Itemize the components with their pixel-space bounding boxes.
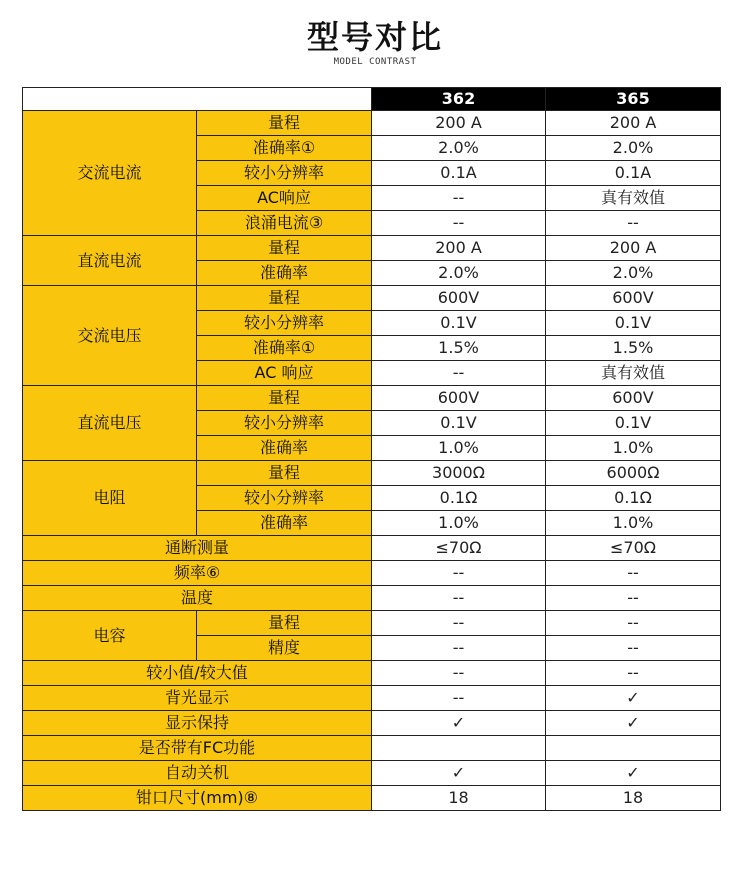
page-title: 型号对比	[306, 18, 443, 56]
value-362: 1.0%	[372, 436, 546, 461]
table-row	[23, 586, 721, 611]
value-362: 600V	[372, 286, 546, 311]
value-362: --	[372, 586, 546, 611]
value-362: 0.1A	[372, 161, 546, 186]
table-row	[23, 661, 721, 686]
param-label: 量程	[197, 236, 372, 261]
model-comparison-table	[22, 87, 721, 811]
feature-label-backlight: 背光显示	[23, 686, 372, 711]
value-365: 真有效值	[546, 186, 721, 211]
group-label-ac-current: 交流电流	[23, 111, 197, 236]
param-label: 准确率①	[197, 136, 372, 161]
value-365: 600V	[546, 386, 721, 411]
param-label: 准确率	[197, 511, 372, 536]
param-label: 量程	[197, 386, 372, 411]
value-362: 200 A	[372, 236, 546, 261]
group-label-resistance: 电阻	[23, 461, 197, 536]
param-label: 浪涌电流③	[197, 211, 372, 236]
value-365-check-icon: ✓	[546, 711, 721, 736]
value-365: --	[546, 661, 721, 686]
value-365: 真有效值	[546, 361, 721, 386]
param-label: 准确率①	[197, 336, 372, 361]
value-362: 0.1V	[372, 411, 546, 436]
value-362: --	[372, 686, 546, 711]
table-row	[23, 286, 721, 311]
value-362: 600V	[372, 386, 546, 411]
value-362: 2.0%	[372, 261, 546, 286]
group-label-dc-current: 直流电流	[23, 236, 197, 286]
header-blank-cell	[23, 88, 372, 111]
group-label-ac-voltage: 交流电压	[23, 286, 197, 386]
feature-label-jaw-size: 钳口尺寸(mm)⑧	[23, 786, 372, 811]
group-label-capacitance: 电容	[23, 611, 197, 661]
value-365: 0.1V	[546, 411, 721, 436]
table-row	[23, 761, 721, 786]
value-362: --	[372, 361, 546, 386]
value-365: 0.1A	[546, 161, 721, 186]
value-362: 0.1V	[372, 311, 546, 336]
value-365: 18	[546, 786, 721, 811]
value-365: 1.0%	[546, 511, 721, 536]
feature-label-temperature: 温度	[23, 586, 372, 611]
value-362: --	[372, 211, 546, 236]
table-row	[23, 536, 721, 561]
table-row	[23, 386, 721, 411]
value-362-check-icon: ✓	[372, 761, 546, 786]
value-362: --	[372, 186, 546, 211]
value-365: ≤70Ω	[546, 536, 721, 561]
value-365: --	[546, 561, 721, 586]
value-365: 1.0%	[546, 436, 721, 461]
value-362	[372, 736, 546, 761]
param-label: 较小分辨率	[197, 411, 372, 436]
feature-label-minmax: 较小值/较大值	[23, 661, 372, 686]
value-365: --	[546, 211, 721, 236]
value-365: 200 A	[546, 236, 721, 261]
value-362: 18	[372, 786, 546, 811]
value-365: 1.5%	[546, 336, 721, 361]
value-365: 2.0%	[546, 136, 721, 161]
value-362: --	[372, 661, 546, 686]
table-row	[23, 711, 721, 736]
table-row	[23, 686, 721, 711]
value-365: 600V	[546, 286, 721, 311]
table-row	[23, 236, 721, 261]
table-row	[23, 561, 721, 586]
param-label: 量程	[197, 111, 372, 136]
value-362: 2.0%	[372, 136, 546, 161]
feature-label-auto-off: 自动关机	[23, 761, 372, 786]
param-label: 较小分辨率	[197, 311, 372, 336]
param-label: 较小分辨率	[197, 486, 372, 511]
value-365	[546, 736, 721, 761]
table-row	[23, 786, 721, 811]
value-362: 1.5%	[372, 336, 546, 361]
value-362: --	[372, 636, 546, 661]
value-365: 200 A	[546, 111, 721, 136]
feature-label-hold: 显示保持	[23, 711, 372, 736]
table-row	[23, 461, 721, 486]
param-label: AC 响应	[197, 361, 372, 386]
param-label: AC响应	[197, 186, 372, 211]
value-365: --	[546, 611, 721, 636]
page-subtitle: MODEL CONTRAST	[333, 57, 417, 67]
value-365: --	[546, 636, 721, 661]
param-label: 精度	[197, 636, 372, 661]
feature-label-frequency: 频率⑥	[23, 561, 372, 586]
param-label: 量程	[197, 286, 372, 311]
value-362: 3000Ω	[372, 461, 546, 486]
value-362: 200 A	[372, 111, 546, 136]
header-row	[23, 88, 721, 111]
table-row	[23, 611, 721, 636]
value-365: 0.1V	[546, 311, 721, 336]
param-label: 量程	[197, 611, 372, 636]
value-365: 2.0%	[546, 261, 721, 286]
feature-label-continuity: 通断测量	[23, 536, 372, 561]
table-row	[23, 736, 721, 761]
value-362: --	[372, 611, 546, 636]
value-362: --	[372, 561, 546, 586]
table-row	[23, 111, 721, 136]
value-365: 0.1Ω	[546, 486, 721, 511]
value-362: 1.0%	[372, 511, 546, 536]
value-365-check-icon: ✓	[546, 761, 721, 786]
header-model-365: 365	[546, 88, 721, 111]
value-365: --	[546, 586, 721, 611]
value-365: 6000Ω	[546, 461, 721, 486]
param-label: 准确率	[197, 436, 372, 461]
param-label: 准确率	[197, 261, 372, 286]
feature-label-fc: 是否带有FC功能	[23, 736, 372, 761]
value-362: 0.1Ω	[372, 486, 546, 511]
header-model-362: 362	[372, 88, 546, 111]
param-label: 量程	[197, 461, 372, 486]
group-label-dc-voltage: 直流电压	[23, 386, 197, 461]
param-label: 较小分辨率	[197, 161, 372, 186]
value-362: ≤70Ω	[372, 536, 546, 561]
value-365-check-icon: ✓	[546, 686, 721, 711]
value-362-check-icon: ✓	[372, 711, 546, 736]
